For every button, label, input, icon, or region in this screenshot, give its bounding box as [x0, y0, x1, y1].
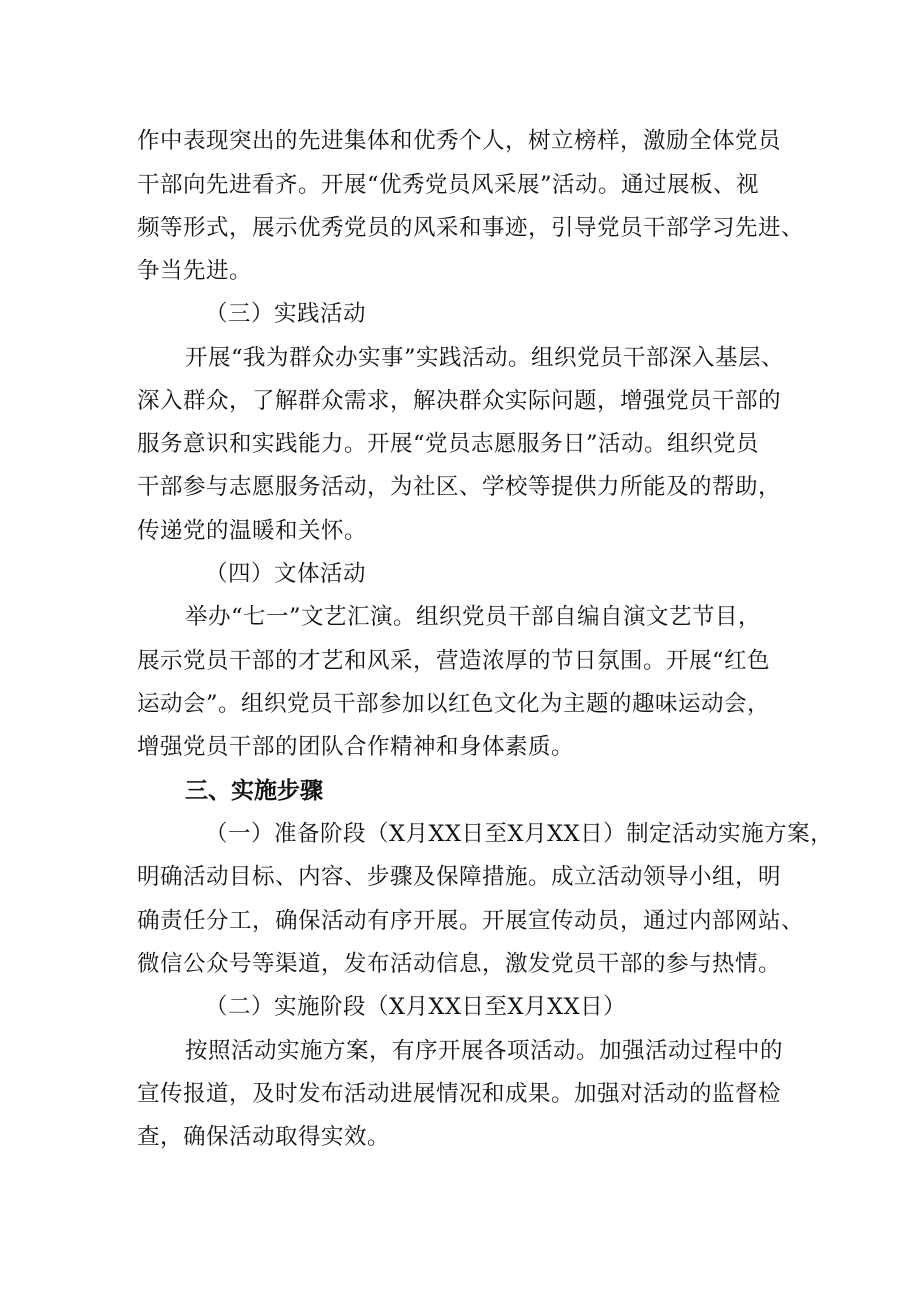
body-text-line: 增强党员干部的团队合作精神和身体素质。 — [137, 734, 575, 760]
body-text-line: 确责任分工，确保活动有序开展。开展宣传动员，通过内部网站、 — [137, 908, 805, 934]
subsection-title: （二）实施阶段（X月XX日至X月XX日） — [205, 994, 627, 1020]
body-text-line: 宣传报道，及时发布活动进展情况和成果。加强对活动的监督检 — [137, 1081, 782, 1107]
body-text-line: 查，确保活动取得实效。 — [137, 1124, 391, 1150]
body-text-line: 深入群众，了解群众需求，解决群众实际问题，增强党员干部的 — [137, 388, 782, 414]
body-text-line: 争当先进。 — [137, 258, 253, 284]
subsection-title: （一）准备阶段（X月XX日至X月XX日）制定活动实施方案， — [205, 821, 834, 847]
body-text-line: 明确活动目标、内容、步骤及保障措施。成立活动领导小组，明 — [137, 864, 782, 890]
body-text-line: 传递党的温暖和关怀。 — [137, 518, 368, 544]
body-text-line: 服务意识和实践能力。开展“党员志愿服务日”活动。组织党员 — [137, 431, 760, 457]
subsection-title: （四）文体活动 — [205, 561, 367, 587]
body-text-line: 微信公众号等渠道，发布活动信息，激发党员干部的参与热情。 — [137, 951, 782, 977]
body-text-line: 展示党员干部的才艺和风采，营造浓厚的节日氛围。开展“红色 — [137, 648, 771, 674]
subsection-title: （三）实践活动 — [205, 301, 367, 327]
section-heading: 三、实施步骤 — [185, 778, 323, 804]
body-text-line: 干部参与志愿服务活动，为社区、学校等提供力所能及的帮助， — [137, 474, 782, 500]
body-text-line: 频等形式，展示优秀党员的风采和事迹，引导党员干部学习先进、 — [137, 215, 805, 241]
paragraph-first-line: 举办“七一”文艺汇演。组织党员干部自编自演文艺节目， — [185, 604, 762, 630]
body-text-line: 干部向先进看齐。开展“优秀党员风采展”活动。通过展板、视 — [137, 172, 760, 198]
paragraph-first-line: 开展“我为群众办实事”实践活动。组织党员干部深入基层、 — [185, 345, 785, 371]
paragraph-first-line: 按照活动实施方案，有序开展各项活动。加强活动过程中的 — [185, 1038, 784, 1064]
body-text-line: 作中表现突出的先进集体和优秀个人，树立榜样，激励全体党员 — [137, 128, 782, 154]
body-text-line: 运动会”。组织党员干部参加以红色文化为主题的趣味运动会， — [137, 691, 771, 717]
